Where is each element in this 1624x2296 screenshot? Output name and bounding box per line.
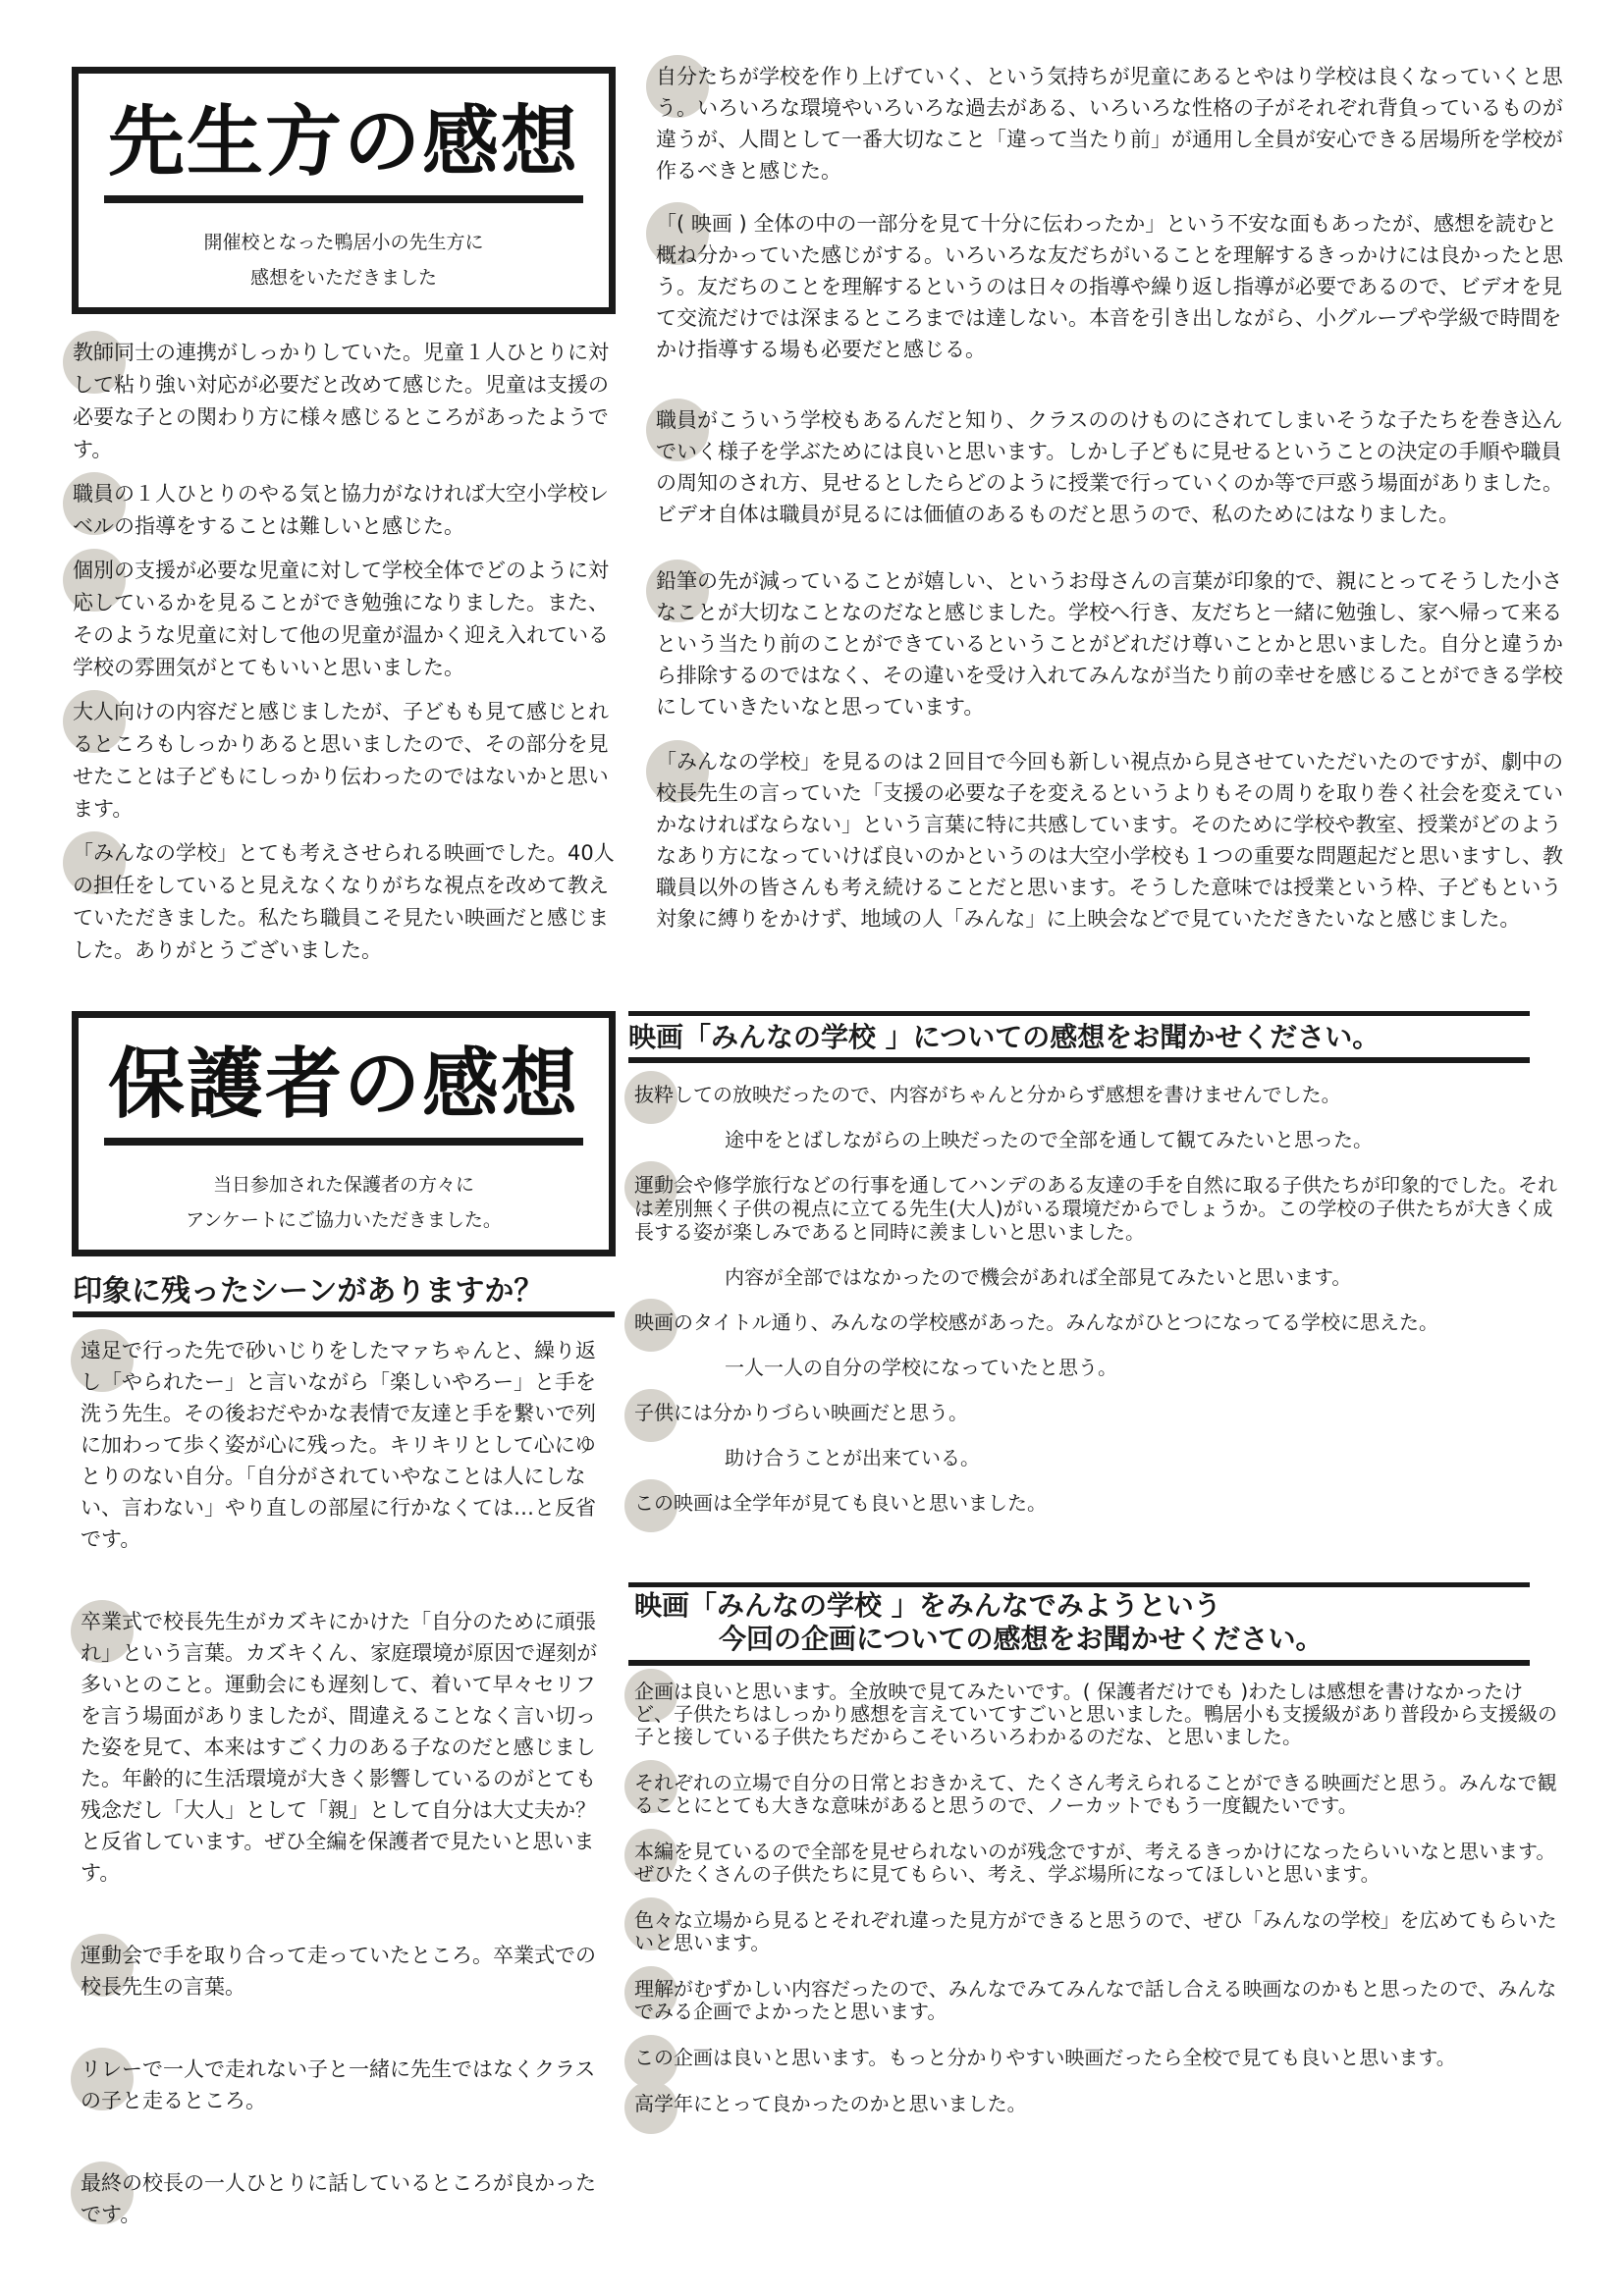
teachers-left-comments bbox=[73, 337, 623, 979]
parents-title-rule bbox=[104, 1138, 583, 1146]
teacher-comment: 鉛筆の先が減っていることが嬉しい、というお母さんの言葉が印象的で、親にとってそうした小さなことが大切なことなのだなと感じました。学校へ行き、友だちと一緒に勉強し、家へ帰って来るという当たり前のことができているということがどれだけ尊いことかと思いました。自分と違うから排除するのではなく、その違いを受け入れてみんなが当たり前の幸せを感じることができる学校にしていきたいなと思っています。 bbox=[656, 565, 1575, 722]
q3-answer: 色々な立場から見るとそれぞれ違った見方ができると思うので、ぜひ「みんなの学校」を広めてもらいたいと思います。 bbox=[634, 1909, 1557, 1954]
parents-subtitle: 当日参加された保護者の方々に アンケートにご協力いただきました。 bbox=[186, 1174, 502, 1231]
q2-answer: この映画は全学年が見ても良いと思いました。 bbox=[634, 1491, 1557, 1515]
teacher-comment: 大人向けの内容だと感じましたが、子どもも見て感じとれるところもしっかりあると思いましたので、その部分を見せたことは子どもにしっかり伝わったのではないかと思います。 bbox=[73, 696, 623, 826]
teacher-comment: 職員の１人ひとりのやる気と協力がなければ大空小学校レベルの指導をすることは難しいと感じた。 bbox=[73, 478, 623, 543]
q2-heading: 映画「みんなの学校 」についての感想をお聞かせください。 bbox=[628, 1011, 1530, 1063]
q1-answer: 最終の校長の一人ひとりに話しているところが良かったです。 bbox=[81, 2167, 611, 2230]
q1-heading: 印象に残ったシーンがありますか？ bbox=[73, 1272, 615, 1317]
teacher-comment: 「みんなの学校」を見るのは２回目で今回も新しい視点から見させていただいたのですが、劇中の校長先生の言っていた「支援の必要な子を変えるというよりもその周りを取り巻く社会を変えていかなければならない」という言葉に特に共感しています。そのために学校や教室、授業がどのようなあり方になっていけば良いのかというのは大空小学校も１つの重要な問題起だと思いますし、教職員以外の皆さんも考え続けることだと思います。そうした意味では授業という枠、子どもという対象に縛りをかけず、地域の人「みんな」に上映会などで見ていただきたいなと感じました。 bbox=[656, 746, 1575, 934]
q2-answer: 一人一人の自分の学校になっていたと思う。 bbox=[725, 1356, 1117, 1379]
teacher-comment: 自分たちが学校を作り上げていく、という気持ちが児童にあるとやはり学校は良くなっていくと思う。いろいろな環境やいろいろな過去がある、いろいろな性格の子がそれぞれ背負っているものが違うが、人間として一番大切なこと「違って当たり前」が通用し全員が安心できる居場所を学校が作るべきと感じた。 bbox=[656, 61, 1575, 187]
teacher-comment: 個別の支援が必要な児童に対して学校全体でどのように対応しているかを見ることができ勉強になりました。また、そのような児童に対して他の児童が温かく迎え入れている学校の雰囲気がとてもいいと思いました。 bbox=[73, 555, 623, 684]
q2-answer: 抜粋しての放映だったので、内容がちゃんと分からず感想を書けませんでした。 bbox=[634, 1083, 1557, 1106]
q1-answer: 卒業式で校長先生がカズキにかけた「自分のために頑張れ」という言葉。カズキくん、家庭環境が原因で遅刻が多いとのこと。運動会にも遅刻して、着いて早々セリフを言う場面がありましたが、間違えることなく言い切った姿を見て、本来はすごく力のある子なのだと感じました。年齢的に生活環境が大きく影響しているのがとても残念だし「大人」として「親」として自分は大丈夫か？と反省しています。ぜひ全編を保護者で見たいと思います。 bbox=[81, 1606, 611, 1889]
q3-answers bbox=[634, 1681, 1557, 2115]
q2-answer: 運動会や修学旅行などの行事を通してハンデのある友達の手を自然に取る子供たちが印象的でした。それは差別無く子供の視点に立てる先生(大人)がいる環境だからでしょうか。この学校の子供たちが大きく成長する姿が楽しみであると同時に羨ましいと思いました。 bbox=[634, 1173, 1557, 1244]
teachers-title-rule bbox=[104, 195, 583, 203]
q2-answer: 助け合うことが出来ている。 bbox=[725, 1446, 980, 1469]
q3-answer: 理解がむずかしい内容だったので、みんなでみてみんなで話し合える映画なのかもと思ったので、みんなでみる企画でよかったと思います。 bbox=[634, 1978, 1557, 2023]
q1-answer: リレーで一人で走れない子と一緒に先生ではなくクラスの子と走るところ。 bbox=[81, 2054, 611, 2116]
q3-heading-line1: 映画「みんなの学校 」をみんなでみようという bbox=[634, 1589, 1221, 1622]
q3-answer: 高学年にとって良かったのかと思いました。 bbox=[634, 2093, 1557, 2115]
q3-answer: 本編を見ているので全部を見せられないのが残念ですが、考えるきっかけになったらいいなと思います。ぜひたくさんの子供たちに見てもらい、考え、学ぶ場所になってほしいと思います。 bbox=[634, 1841, 1557, 1886]
teachers-right-comments bbox=[656, 61, 1575, 946]
q2-answer: 内容が全部ではなかったので機会があれば全部見てみたいと思います。 bbox=[725, 1265, 1352, 1289]
teacher-comment: 職員がこういう学校もあるんだと知り、クラスののけものにされてしまいそうな子たちを巻き込んでいく様子を学ぶためには良いと思います。しかし子どもに見せるということの決定の手順や職員の周知のされ方、見せるとしたらどのように授業で行っていくのか等で戸惑う場面がありました。ビデオ自体は職員が見るには価値のあるものだと思うので、私のためにはなりました。 bbox=[656, 404, 1575, 530]
q2-answers bbox=[634, 1083, 1557, 1515]
q2-answer: 映画のタイトル通り、みんなの学校感があった。みんながひとつになってる学校に思えた。 bbox=[634, 1310, 1557, 1334]
q2-answer: 途中をとばしながらの上映だったので全部を通して観てみたいと思った。 bbox=[725, 1128, 1373, 1151]
teacher-comment: 「( 映画 ) 全体の中の一部分を見て十分に伝わったか」という不安な面もあったが、感想を読むと概ね分かっていた感じがする。いろいろな友だちがいることを理解するきっかけには良かったと思う。友だちのことを理解するというのは日々の指導や繰り返し指導が必要であるので、ビデオを見て交流だけでは深まるところまでは達しない。本音を引き出しながら、小グループや学級で時間をかけ指導する場も必要だと感じる。 bbox=[656, 208, 1575, 365]
teacher-comment: 教師同士の連携がしっかりしていた。児童１人ひとりに対して粘り強い対応が必要だと改めて感じた。児童は支援の必要な子との関わり方に様々感じるところがあったようです。 bbox=[73, 337, 623, 466]
q3-answer: それぞれの立場で自分の日常とおきかえて、たくさん考えられることができる映画だと思う。みんなで観ることにとても大きな意味があると思うので、ノーカットでもう一度観たいです。 bbox=[634, 1772, 1557, 1817]
q3-answer: この企画は良いと思います。もっと分かりやすい映画だったら全校で見ても良いと思います。 bbox=[634, 2047, 1557, 2069]
teachers-title-box bbox=[72, 67, 616, 314]
q3-heading bbox=[628, 1582, 1530, 1666]
teachers-title: 先生方の感想 bbox=[107, 98, 579, 187]
q1-answer: 運動会で手を取り合って走っていたところ。卒業式での校長先生の言葉。 bbox=[81, 1940, 611, 2002]
q1-answer: 遠足で行った先で砂いじりをしたマァちゃんと、繰り返し「やられたー」と言いながら「楽しいやろー」と手を洗う先生。その後おだやかな表情で友達と手を繋いで列に加わって歩く姿が心に残った。キリキリとして心にゆとりのない自分。「自分がされていやなことは人にしない、言わない」やり直しの部屋に行かなくては…と反省です。 bbox=[81, 1335, 611, 1555]
parents-title: 保護者の感想 bbox=[107, 1041, 579, 1129]
q1-answers bbox=[81, 1335, 611, 2242]
q3-answer: 企画は良いと思います。全放映で見てみたいです。( 保護者だけでも )わたしは感想を書けなかったけど、子供たちはしっかり感想を言えていてすごいと思いました。鴨居小も支援級があり普段から支援級の子と接している子供たちだからこそいろいろわかるのだな、と思いました。 bbox=[634, 1681, 1557, 1748]
teachers-subtitle: 開催校となった鴨居小の先生方に 感想をいただきました bbox=[203, 232, 484, 289]
q3-heading-line2: 今回の企画についての感想をお聞かせください。 bbox=[719, 1623, 1324, 1655]
q2-answer: 子供には分かりづらい映画だと思う。 bbox=[634, 1401, 1557, 1424]
teacher-comment: 「みんなの学校」とても考えさせられる映画でした。40人の担任をしていると見えなくなりがちな視点を改めて教えていただきました。私たち職員こそ見たい映画だと感じました。ありがとうございました。 bbox=[73, 837, 623, 967]
parents-title-box bbox=[72, 1011, 616, 1256]
